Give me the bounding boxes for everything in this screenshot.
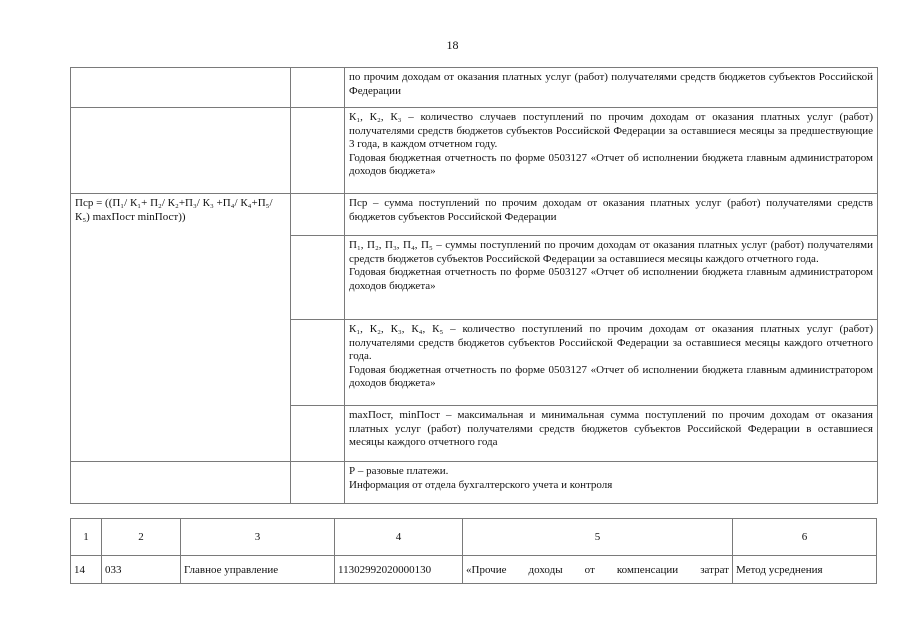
- revenue-code-cell: 11302992020000130: [335, 556, 463, 584]
- formula-cell: [71, 194, 291, 462]
- description-cell: [345, 194, 878, 236]
- description-cell: [345, 68, 878, 108]
- revenue-name-cell: «Прочие доходы от компенсации затрат: [463, 556, 733, 584]
- description-text: К₁, К₂, К₃ – количество случаев поступлений по прочим доходам от оказания платных услуг (работ) получателями средств бюджетов субъектов Российской Федерации за оставшиеся месяцы за предшествующие 3 года, в каждом отчетном году.: [349, 111, 873, 151]
- description-cell: [345, 406, 878, 462]
- empty-cell: [291, 462, 345, 504]
- table-row: [71, 68, 878, 108]
- source-text: Годовая бюджетная отчетность по форме 0503127 «Отчет об исполнении бюджета главным администратором доходов бюджета»: [349, 266, 873, 292]
- administrator-cell: Главное управление: [181, 556, 335, 584]
- source-text: Годовая бюджетная отчетность по форме 0503127 «Отчет об исполнении бюджета главным администратором доходов бюджета»: [349, 151, 873, 178]
- row-number-cell: 14: [71, 556, 102, 584]
- description-text: К₁, К₂, К₃, К₄, К₅ – количество поступлений по прочим доходам от оказания платных услуг (работ) получателями средств бюджетов субъектов Российской Федерации за оставшиеся месяцы каждого отчетного года.: [349, 323, 873, 363]
- description-cell: [345, 236, 878, 320]
- table-row: [71, 108, 878, 194]
- column-header: 4: [335, 519, 463, 556]
- formula-cell: [71, 68, 291, 108]
- admin-code-cell: 033: [102, 556, 181, 584]
- header-row: [71, 519, 877, 556]
- formula-cell: [71, 462, 291, 504]
- column-header: 6: [733, 519, 877, 556]
- description-cell: [345, 462, 878, 504]
- empty-cell: [291, 68, 345, 108]
- empty-cell: [291, 406, 345, 462]
- method-cell: Метод усреднения: [733, 556, 877, 584]
- column-header: 3: [181, 519, 335, 556]
- revenue-code-table: [70, 518, 877, 584]
- column-header: 2: [102, 519, 181, 556]
- empty-cell: [291, 108, 345, 194]
- table-row: [71, 462, 878, 504]
- empty-cell: [291, 194, 345, 236]
- empty-cell: [291, 320, 345, 406]
- column-header: 1: [71, 519, 102, 556]
- formula-cell: [71, 108, 291, 194]
- description-cell: [345, 108, 878, 194]
- table-row: [71, 556, 877, 584]
- description-cell: [345, 320, 878, 406]
- table-row: [71, 194, 878, 236]
- description-text: Пср – сумма поступлений по прочим доходам от оказания платных услуг (работ) получателями средств бюджетов субъектов Российской Федерации: [349, 197, 873, 223]
- formula-description-table: [70, 67, 878, 504]
- source-text: Информация от отдела бухгалтерского учета и контроля: [349, 478, 613, 491]
- source-text: Годовая бюджетная отчетность по форме 0503127 «Отчет об исполнении бюджета главным администратором доходов бюджета»: [349, 363, 873, 390]
- description-text: Р – разовые платежи.: [349, 465, 449, 477]
- description-text: П₁, П₂, П₃, П₄, П₅ – суммы поступлений по прочим доходам от оказания платных услуг (работ) получателями средств бюджетов субъектов Российской Федерации за оставшиеся месяцы каждого отчетного года.: [349, 239, 873, 265]
- formula-text: Пср = ((П₁/ К₁+ П₂/ К₂+П₃/ К₃ +П₄/ К₄+П₅/ К₅) maxПост minПост)): [75, 197, 273, 223]
- description-text: maxПост, minПост – максимальная и минимальная сумма поступлений по прочим доходам от оказания платных услуг (работ) получателями средств бюджетов субъектов Российской Федерации в оставшиеся месяцы каждого отчетного года: [349, 409, 873, 449]
- description-text: по прочим доходам от оказания платных услуг (работ) получателями средств бюджетов субъектов Российской Федерации: [349, 71, 873, 97]
- column-header: 5: [463, 519, 733, 556]
- page-number: 18: [446, 38, 459, 52]
- empty-cell: [291, 236, 345, 320]
